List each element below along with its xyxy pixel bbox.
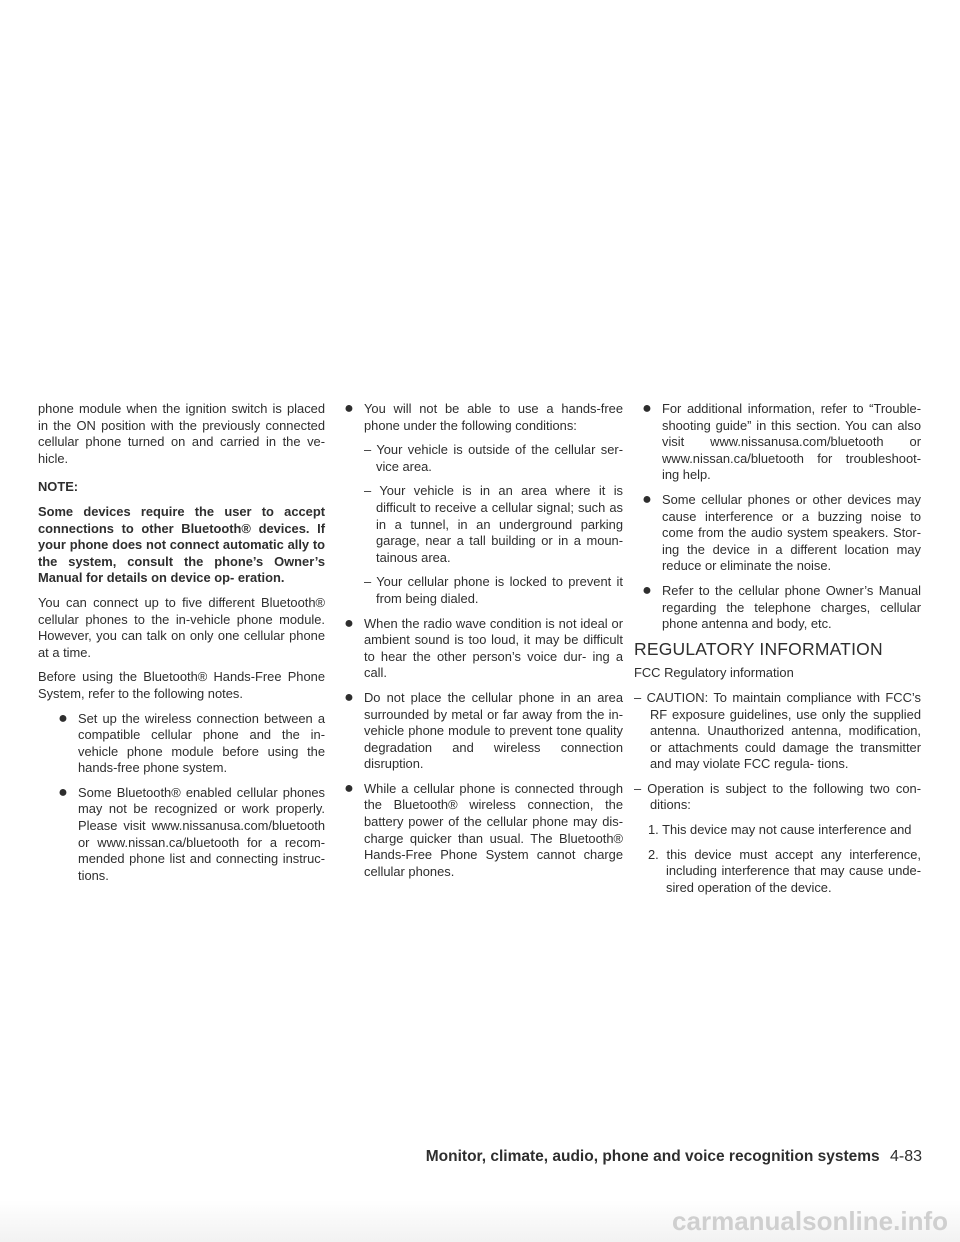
list-item-text: Some Bluetooth® enabled cellular phones may not be recognized or work properly. Please visit www.nissanusa.com/bluetooth or www.nissan.ca/bluetooth for a recom- mended phone list and connecting instruc- tions. (78, 784, 325, 883)
numbered-item: 2. this device must accept any interference, including interference that may cause unde- sired operation of the device. (648, 846, 921, 895)
sub-list-item: – Your vehicle is outside of the cellular ser- vice area. (364, 442, 623, 474)
list-item (634, 401, 921, 484)
note-heading: NOTE: (38, 479, 79, 495)
sub-list-item: – Your vehicle is in an area where it is difficult to receive a cellular signal; such as in a tunnel, in an underground parking garage, near a tall building or in a moun- tainous area. (364, 483, 623, 565)
bullet-icon: ● (642, 400, 652, 417)
column-left (38, 401, 325, 892)
list-item-text: Do not place the cellular phone in an area surrounded by metal or far away from the in-vehicle phone module to prevent tone quality degradation and wireless connection disruption. (364, 689, 623, 772)
bullet-icon: ● (58, 709, 68, 727)
bullet-icon: ● (344, 400, 354, 417)
note-text: Some devices require the user to accept connections to other Bluetooth® devices. If your phone does not connect automatic ally to the system, consult the phone’s Owner’s Manual for details on device op- eration. (38, 503, 325, 586)
paragraph: Before using the Bluetooth® Hands-Free Phone System, refer to the following notes. (38, 669, 325, 701)
bullet-icon: ● (344, 688, 354, 706)
list-item (634, 492, 921, 575)
bullet-icon: ● (344, 779, 354, 797)
column-right (634, 401, 921, 904)
list-item (38, 711, 325, 777)
bullet-icon: ● (642, 490, 652, 508)
page-footer (426, 1148, 922, 1166)
sub-list-item: – Your cellular phone is locked to prevent it from being dialed. (364, 574, 623, 606)
list-item-text: When the radio wave condition is not ideal or ambient sound is too loud, it may be difficult to hear the other person’s voice dur- ing a call. (364, 615, 623, 681)
numbered-item: 1. This device may not cause interference and (648, 822, 912, 838)
sub-list-item: – Operation is subject to the following two con- ditions: (634, 780, 921, 813)
list-item-text: While a cellular phone is connected through the Bluetooth® wireless connection, the battery power of the cellular phone may dis- charge quicker than usual. The Bluetooth® Hands-Free Phone System cannot charge cellular phones. (364, 780, 623, 879)
list-item (336, 690, 623, 773)
paragraph: You can connect up to five different Bluetooth® cellular phones to the in-vehicle phone module. However, you can talk on only one cellular phone at a time. (38, 594, 325, 660)
bullet-icon: ● (344, 614, 354, 632)
list-item-text: You will not be able to use a hands-free phone under the following conditions: (364, 401, 623, 433)
watermark-text: carmanualsonline.info (672, 1206, 948, 1236)
list-item-text: Refer to the cellular phone Owner’s Manual regarding the telephone charges, cellular phone antenna and body, etc. (662, 582, 921, 632)
footer-title: Monitor, climate, audio, phone and voice recognition systems (425, 1148, 880, 1165)
section-heading: REGULATORY INFORMATION (634, 638, 883, 659)
bullet-icon: ● (58, 783, 68, 801)
watermark-bar (0, 1200, 960, 1242)
page-number: 4-83 (889, 1148, 922, 1165)
list-item (336, 781, 623, 881)
paragraph: phone module when the ignition switch is placed in the ON position with the previously connected cellular phone turned on and carried in the ve- hicle. (38, 401, 325, 466)
list-item (38, 785, 325, 885)
column-middle (336, 401, 623, 888)
list-item (336, 401, 623, 434)
bullet-icon: ● (642, 581, 652, 599)
list-item-text: For additional information, refer to “Trouble- shooting guide” in this section. You can also visit www.nissanusa.com/bluetooth or www.nissan.ca/bluetooth for troubleshoot- ing help. (662, 401, 921, 483)
list-item (634, 583, 921, 633)
list-item-text: Set up the wireless connection between a compatible cellular phone and the in-vehicle phone module before using the hands-free phone system. (78, 710, 325, 776)
paragraph: FCC Regulatory information (634, 665, 794, 681)
sub-list-item: – CAUTION: To maintain compliance with FCC’s RF exposure guidelines, use only the supplied antenna. Unauthorized antenna, modification, or attachments could damage the transmitter and may violate FCC regula- tions. (634, 689, 921, 772)
list-item-text: Some cellular phones or other devices may cause interference or a buzzing noise to come from the audio system speakers. Stor- ing the device in a different location may reduce or eliminate the noise. (662, 491, 921, 574)
list-item (336, 616, 623, 682)
